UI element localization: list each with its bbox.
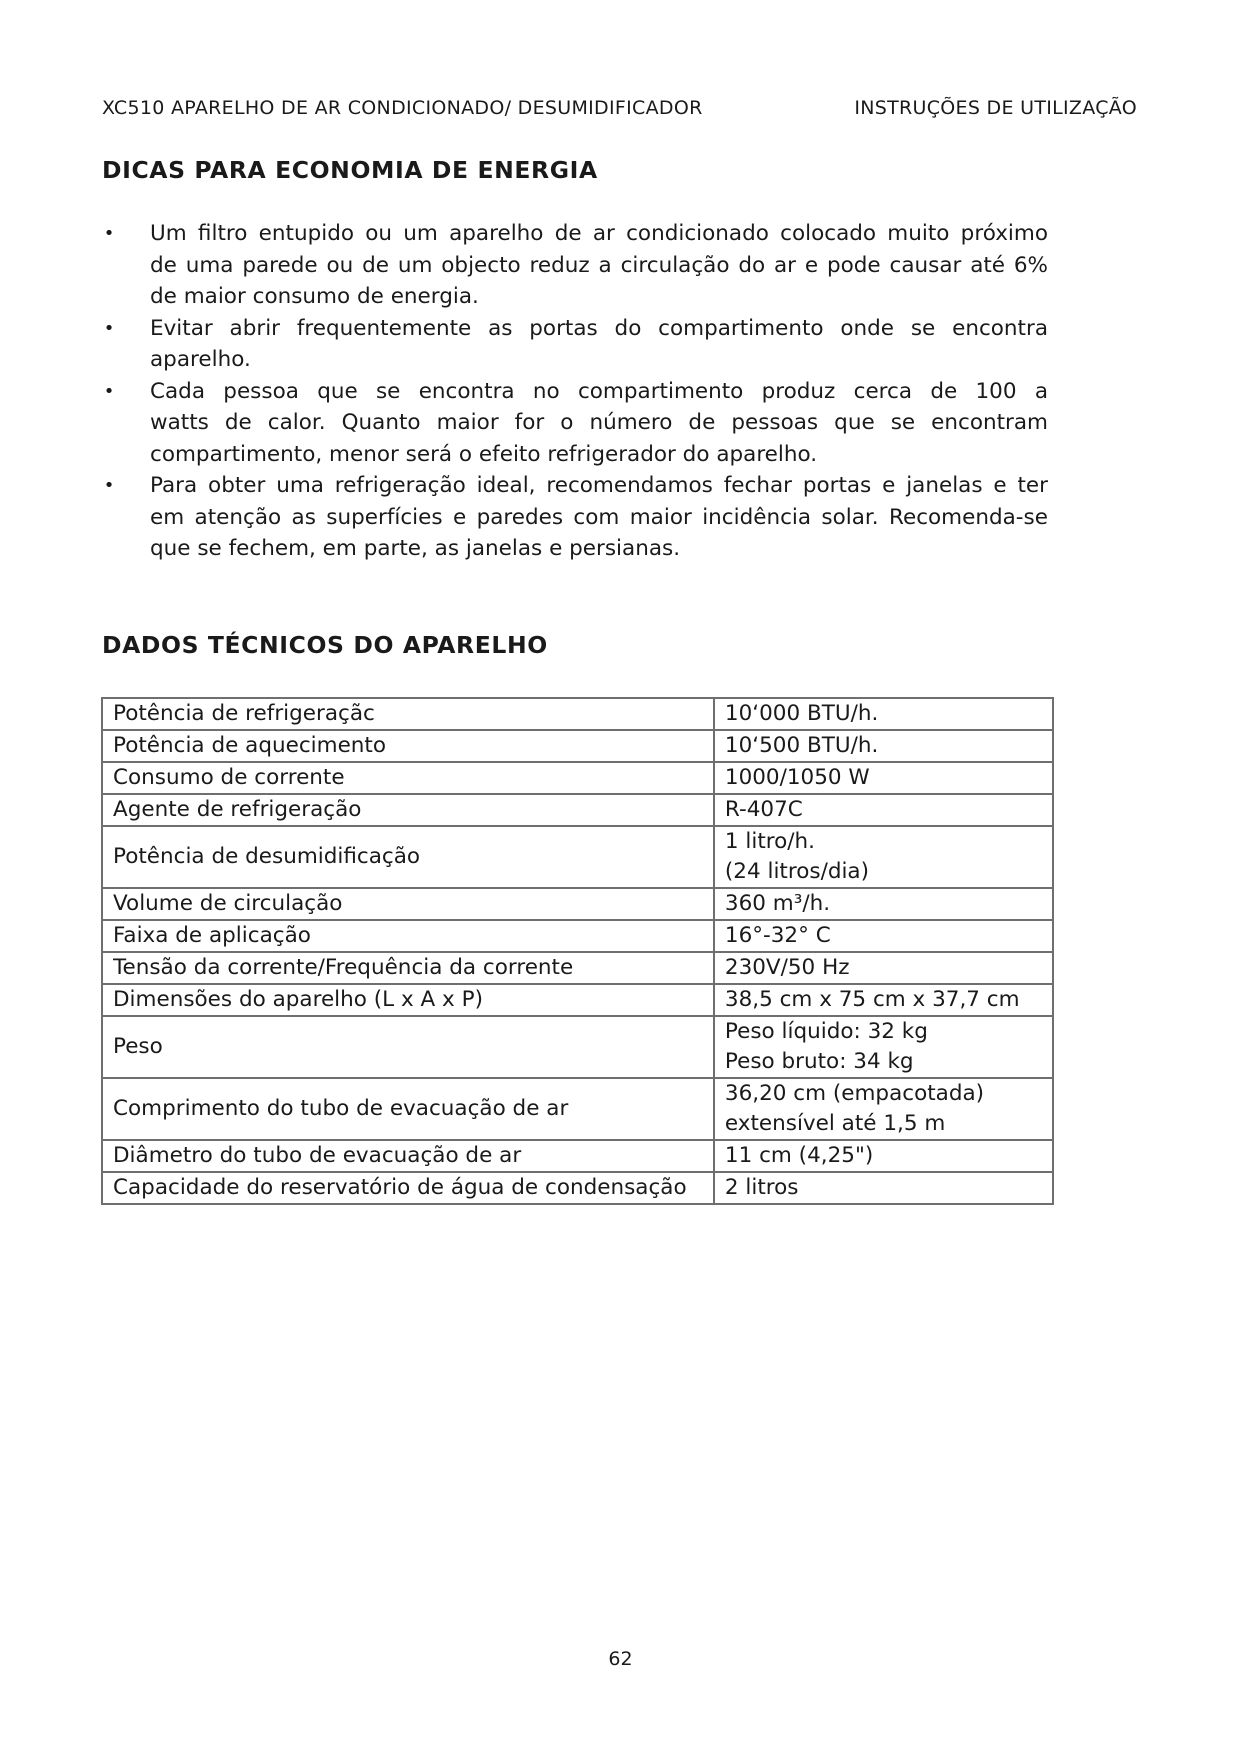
table-row xyxy=(102,698,1053,730)
spec-value: 10‘500 BTU/h. xyxy=(714,730,1053,762)
bullet-icon: • xyxy=(103,317,115,339)
bullet-icon: • xyxy=(103,475,115,496)
tech-data-title: DADOS TÉCNICOS DO APARELHO xyxy=(102,631,548,659)
table-row xyxy=(102,762,1053,794)
energy-tip-line: em atenção as superfícies e paredes com maior incidência solar. Recomenda-se xyxy=(150,504,1048,530)
energy-tip-line: de maior consumo de energia. xyxy=(150,284,479,309)
energy-tip-line: compartimento, menor será o efeito refrigerador do aparelho. xyxy=(150,441,818,467)
table-row xyxy=(102,1016,1053,1078)
spec-label: Potência de refrigeraçãc xyxy=(102,698,714,730)
spec-value: R-407C xyxy=(714,794,1053,826)
bullet-icon: • xyxy=(103,380,115,402)
energy-tip-line: Um filtro entupido ou um aparelho de ar condicionado colocado muito próximo xyxy=(150,221,1048,246)
table-row xyxy=(102,730,1053,762)
spec-value: 360 m³/h. xyxy=(714,888,1053,920)
table-row xyxy=(102,1078,1053,1140)
table-row xyxy=(102,1172,1053,1204)
energy-tip-line: watts de calor. Quanto maior for o número de pessoas que se encontram xyxy=(150,410,1048,435)
spec-label: Consumo de corrente xyxy=(102,762,714,794)
spec-value: Peso líquido: 32 kg Peso bruto: 34 kg xyxy=(714,1016,1053,1078)
energy-tip-line: aparelho. xyxy=(150,347,251,372)
table-row xyxy=(102,920,1053,952)
header-section-name: INSTRUÇÕES DE UTILIZAÇÃO xyxy=(854,97,1137,119)
page-number: 62 xyxy=(608,1648,633,1670)
spec-label: Faixa de aplicação xyxy=(102,920,714,952)
spec-value: 1 litro/h. (24 litros/dia) xyxy=(714,826,1053,888)
spec-value: 230V/50 Hz xyxy=(714,952,1053,984)
spec-value: 1000/1050 W xyxy=(714,762,1053,794)
spec-label: Comprimento do tubo de evacuação de ar xyxy=(102,1078,714,1140)
spec-label: Potência de desumidificação xyxy=(102,826,714,888)
spec-value: 16°-32° C xyxy=(714,920,1053,952)
energy-tip-line: Cada pessoa que se encontra no compartimento produz cerca de 100 a xyxy=(150,378,1048,404)
table-row xyxy=(102,888,1053,920)
header-document-title: XC510 APARELHO DE AR CONDICIONADO/ DESUMIDIFICADOR xyxy=(102,97,703,119)
spec-value: 36,20 cm (empacotada) extensível até 1,5 m xyxy=(714,1078,1053,1140)
table-row xyxy=(102,952,1053,984)
spec-value: 11 cm (4,25") xyxy=(714,1140,1053,1172)
spec-label: Dimensões do aparelho (L x A x P) xyxy=(102,984,714,1016)
energy-tip-item xyxy=(102,376,1048,471)
spec-value: 38,5 cm x 75 cm x 37,7 cm xyxy=(714,984,1053,1016)
spec-label: Capacidade do reservatório de água de condensação xyxy=(102,1172,714,1204)
energy-tips-title: DICAS PARA ECONOMIA DE ENERGIA xyxy=(102,156,598,184)
energy-tip-line: Para obter uma refrigeração ideal, recomendamos fechar portas e janelas e ter xyxy=(150,473,1048,498)
table-row xyxy=(102,984,1053,1016)
spec-value: 2 litros xyxy=(714,1172,1053,1204)
bullet-icon: • xyxy=(103,223,115,244)
spec-label: Tensão da corrente/Frequência da corrente xyxy=(102,952,714,984)
spec-label: Potência de aquecimento xyxy=(102,730,714,762)
energy-tip-item xyxy=(102,470,1048,565)
energy-tip-line: que se fechem, em parte, as janelas e persianas. xyxy=(150,536,681,561)
table-row xyxy=(102,1140,1053,1172)
energy-tips-list xyxy=(102,218,1048,565)
tech-specs-table xyxy=(101,697,1054,1205)
energy-tip-item xyxy=(102,218,1048,313)
spec-value: 10‘000 BTU/h. xyxy=(714,698,1053,730)
spec-label: Volume de circulação xyxy=(102,888,714,920)
energy-tip-item xyxy=(102,313,1048,376)
spec-label: Agente de refrigeração xyxy=(102,794,714,826)
table-row xyxy=(102,826,1053,888)
spec-label: Peso xyxy=(102,1016,714,1078)
table-row xyxy=(102,794,1053,826)
energy-tip-line: de uma parede ou de um objecto reduz a circulação do ar e pode causar até 6% xyxy=(150,252,1048,278)
spec-label: Diâmetro do tubo de evacuação de ar xyxy=(102,1140,714,1172)
energy-tip-line: Evitar abrir frequentemente as portas do compartimento onde se encontra xyxy=(150,315,1048,341)
